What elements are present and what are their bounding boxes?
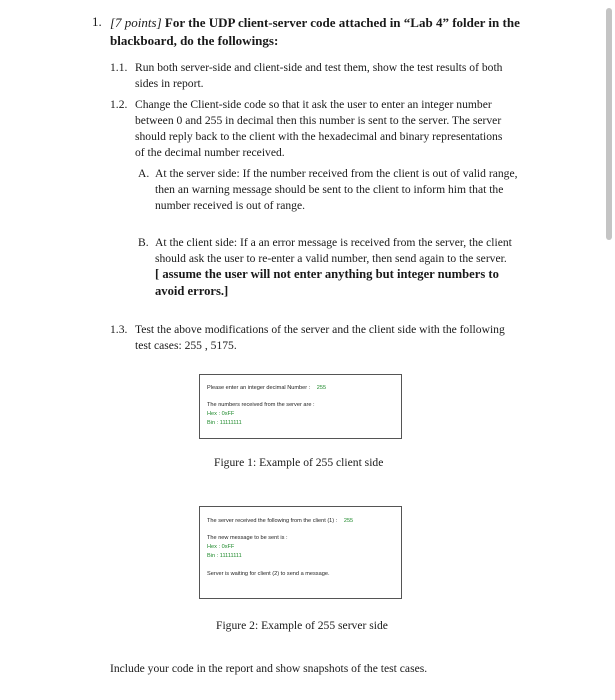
figure-1-caption: Figure 1: Example of 255 client side [214, 456, 384, 469]
item-line: should ask the user to re-enter a valid number, then send again to the server. [155, 252, 507, 265]
item-line: number received is out of range. [155, 199, 306, 212]
item-line: Test the above modifications of the server and the client side with the following [135, 323, 505, 336]
scrollbar[interactable] [606, 8, 612, 240]
item-line: test cases: 255 , 5175. [135, 339, 237, 352]
item-label: 1.3. [110, 323, 128, 336]
console-line [207, 384, 326, 393]
console-line: The numbers received from the server are : [207, 402, 315, 408]
item-line: [ assume the user will not enter anything but integer numbers to [155, 267, 499, 281]
item-line: of the decimal number received. [135, 146, 285, 159]
server-received-value: 255 [343, 518, 354, 524]
question-points: [7 points] [110, 15, 162, 30]
figure-2-console [199, 506, 402, 599]
console-line: The new message to be sent is : [207, 535, 288, 541]
question-number: 1. [92, 14, 102, 29]
item-label: 1.1. [110, 61, 128, 74]
item-line: At the server side: If the number received from the client is out of valid range, [155, 167, 518, 180]
console-line-bin: Bin : 11111111 [207, 553, 242, 559]
item-label: A. [138, 167, 150, 180]
item-line: Change the Client-side code so that it ask the user to enter an integer number [135, 98, 492, 111]
item-line: Run both server-side and client-side and test them, show the test results of both [135, 61, 503, 74]
client-prompt: Please enter an integer decimal Number : [207, 385, 311, 391]
item-line: then an warning message should be sent to the client to inform him that the [155, 183, 504, 196]
item-line: At the client side: If a an error message is received from the server, the client [155, 236, 512, 249]
console-line-bin: Bin : 11111111 [207, 420, 242, 426]
assumption-note [155, 266, 550, 300]
question-heading [110, 14, 550, 50]
console-line-waiting: Server is waiting for client (2) to send a message. [207, 571, 330, 577]
footer-instruction: Include your code in the report and show snapshots of the test cases. [110, 662, 428, 675]
item-label: B. [138, 236, 149, 249]
item-line: should reply back to the client with the hexadecimal and binary representations [135, 130, 503, 143]
item-line: avoid errors.] [155, 284, 229, 298]
console-line [207, 517, 353, 526]
figure-2-caption: Figure 2: Example of 255 server side [216, 619, 388, 632]
console-line-hex: Hex : 0xFF [207, 411, 235, 417]
server-received: The server received the following from the client (1) : [207, 518, 338, 524]
client-prompt-value: 255 [316, 385, 327, 391]
item-line: sides in report. [135, 77, 204, 90]
question-heading-text: For the UDP client-server code attached in “Lab 4” folder in the blackboard, do the followings: [110, 15, 520, 48]
item-line: between 0 and 255 in decimal then this number is sent to the server. The server [135, 114, 502, 127]
figure-1-console [199, 374, 402, 439]
console-line-hex: Hex : 0xFF [207, 544, 235, 550]
item-label: 1.2. [110, 98, 128, 111]
